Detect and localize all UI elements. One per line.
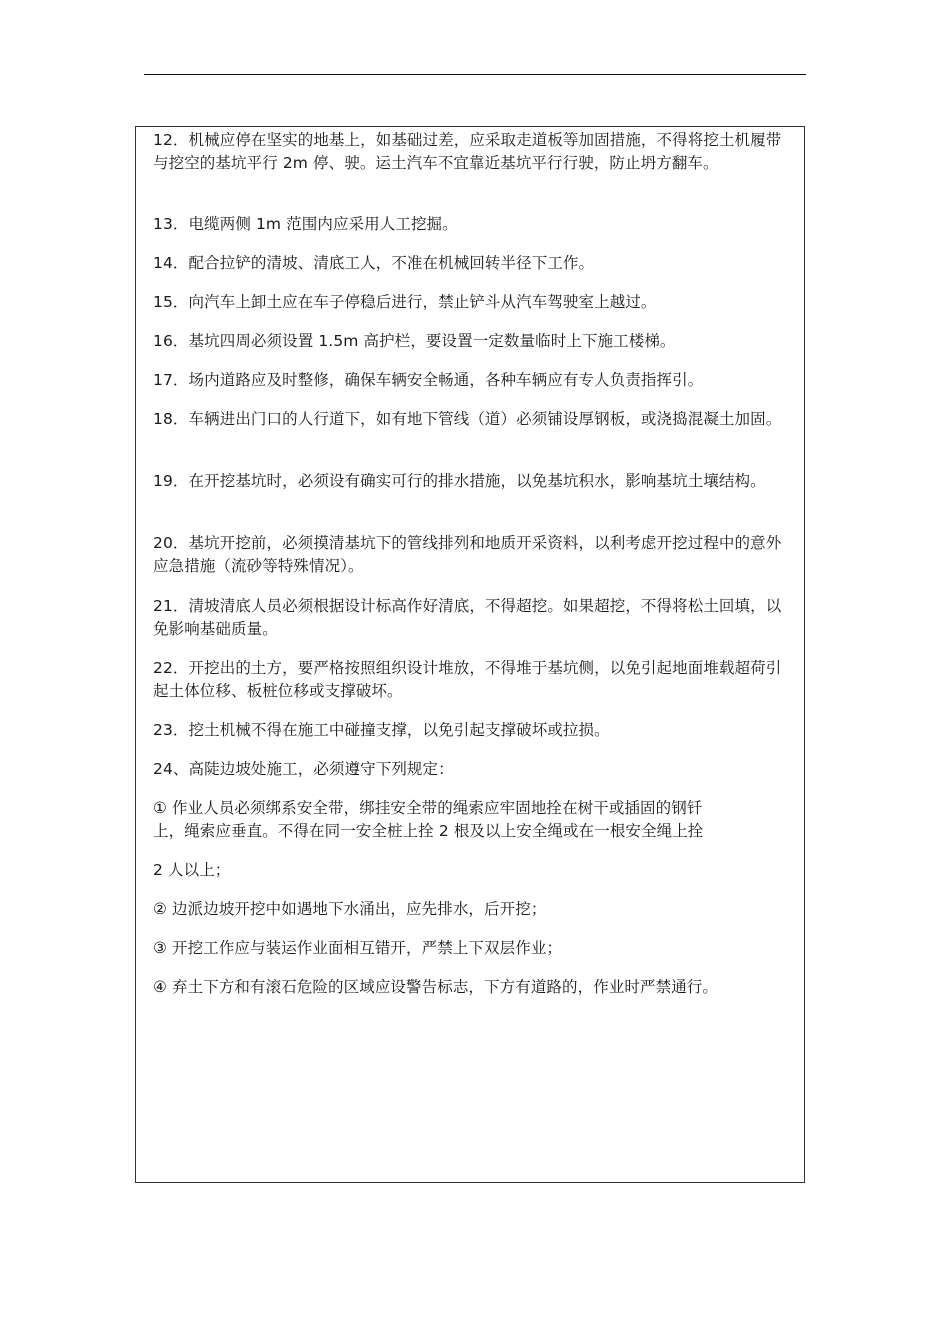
- rule-24-item-1: ① 作业人员必须绑系安全带，绑挂安全带的绳索应牢固地拴在树干或插固的钢钎 上，绳索应垂直。不得在同一安全桩上拴 2 根及以上安全绳或在一根安全绳上拴: [153, 799, 704, 840]
- rule-15: 15．向汽车上卸土应在车子停稳后进行，禁止铲斗从汽车驾驶室上越过。: [153, 293, 657, 311]
- rule-19: 19．在开挖基坑时，必须设有确实可行的排水措施，以免基坑积水，影响基坑土壤结构。: [153, 472, 766, 490]
- rule-13: 13．电缆两侧 1m 范围内应采用人工挖掘。: [153, 215, 458, 233]
- rule-21: 21．清坡清底人员必须根据设计标高作好清底，不得超挖。如果超挖，不得将松土回填，以免影响基础质量。: [153, 597, 782, 638]
- rule-18: 18．车辆进出门口的人行道下，如有地下管线（道）必须铺设厚钢板，或浇捣混凝土加固。: [153, 410, 782, 428]
- rule-24-item-3: ③ 开挖工作应与装运作业面相互错开，严禁上下双层作业；: [153, 939, 563, 957]
- rule-24-item-1-continued: 2 人以上；: [153, 861, 231, 879]
- rule-16: 16．基坑四周必须设置 1.5m 高护栏，要设置一定数量临时上下施工楼梯。: [153, 332, 676, 350]
- header-rule: [144, 74, 806, 75]
- rule-12: 12．机械应停在坚实的地基上，如基础过差，应采取走道板等加固措施，不得将挖土机履带与挖空的基坑平行 2m 停、驶。运土汽车不宜靠近基坑平行行驶，防止坍方翻车。: [153, 131, 782, 172]
- rule-24-item-2: ② 边派边坡开挖中如遇地下水涌出，应先排水，后开挖；: [153, 900, 547, 918]
- rule-20: 20．基坑开挖前，必须摸清基坑下的管线排列和地质开采资料，以利考虑开挖过程中的意外应急措施（流砂等特殊情况）。: [153, 534, 782, 575]
- rule-24-heading: 24、高陡边坡处施工，必须遵守下列规定：: [153, 760, 454, 778]
- content-frame: [135, 126, 805, 1183]
- rule-23: 23．挖土机械不得在施工中碰撞支撑，以免引起支撑破坏或拉损。: [153, 721, 610, 739]
- rule-14: 14．配合拉铲的清坡、清底工人，不准在机械回转半径下工作。: [153, 254, 595, 272]
- rule-24-item-4: ④ 弃土下方和有滚石危险的区域应设警告标志，下方有道路的，作业时严禁通行。: [153, 978, 719, 996]
- rule-17: 17．场内道路应及时整修，确保车辆安全畅通，各种车辆应有专人负责指挥引。: [153, 371, 704, 389]
- rule-22: 22．开挖出的土方，要严格按照组织设计堆放，不得堆于基坑侧，以免引起地面堆载超荷引起土体位移、板桩位移或支撑破坏。: [153, 659, 782, 700]
